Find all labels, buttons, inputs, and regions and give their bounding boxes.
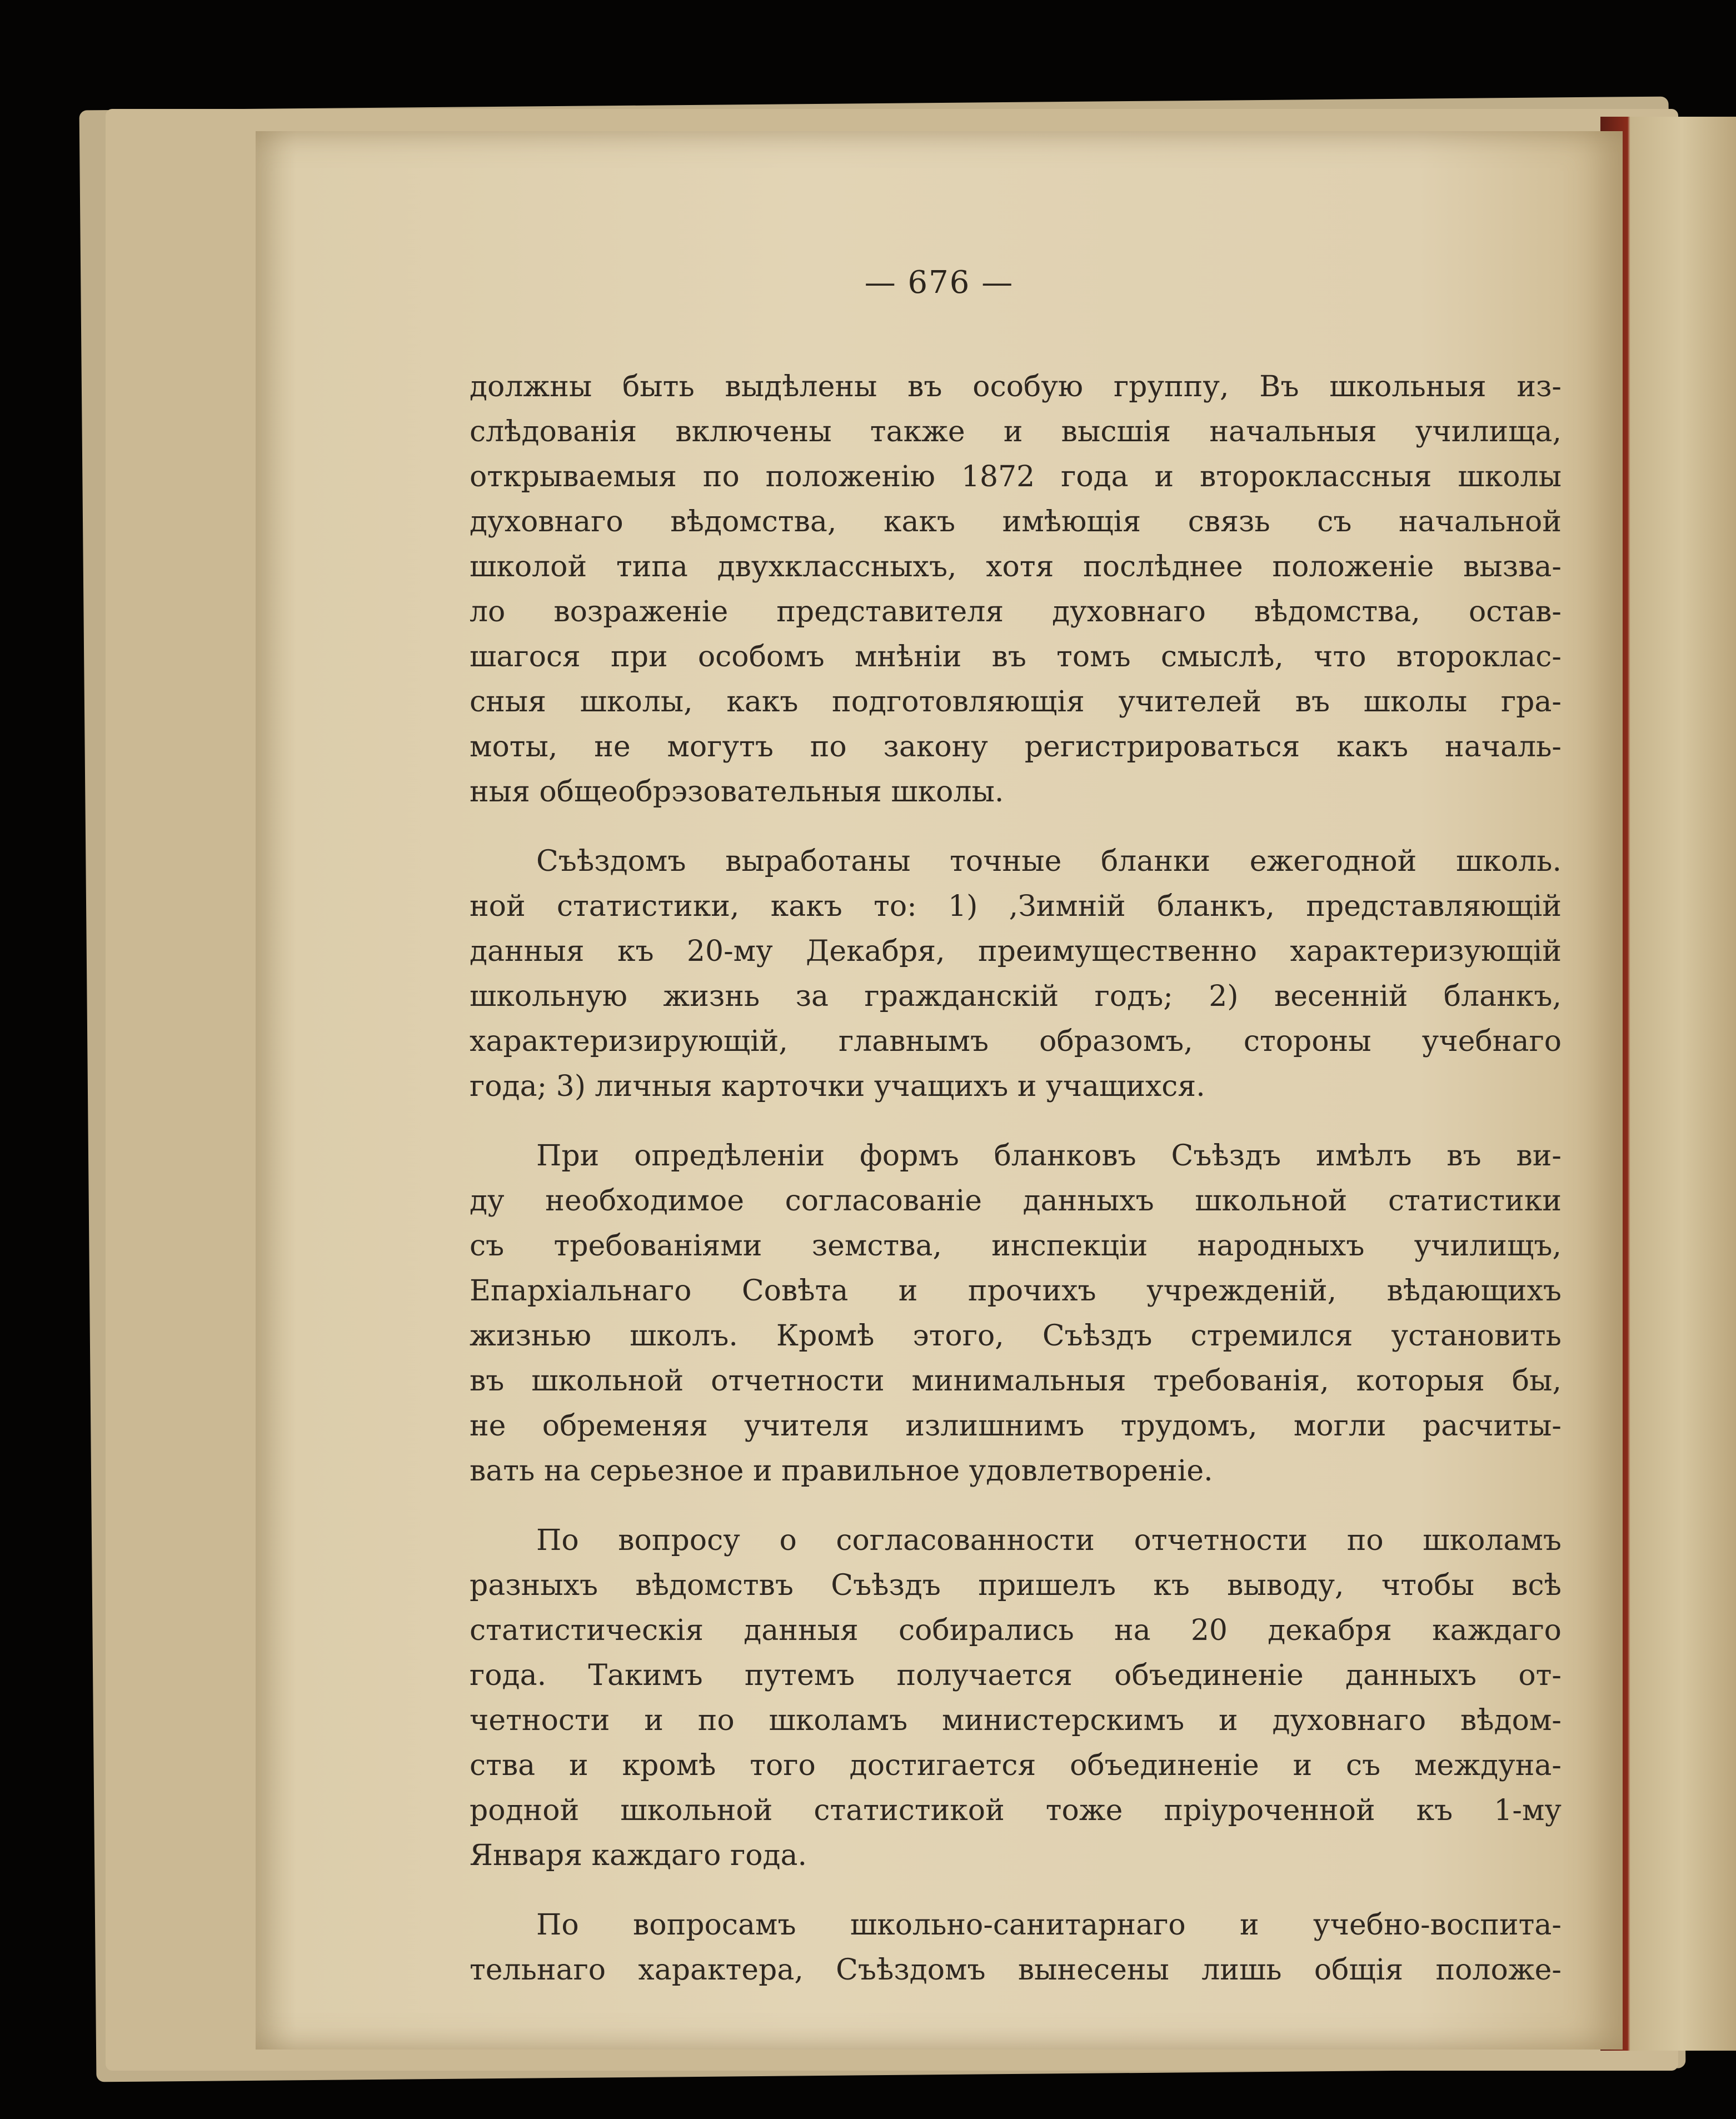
book-page	[256, 131, 1623, 2050]
text-line: не обременяя учителя излишнимъ трудомъ, могли расчиты-	[470, 1409, 1562, 1443]
text-line: тельнаго характера, Съѣздомъ вынесены лишь общія положе-	[470, 1953, 1562, 1987]
text-line: Января каждаго года.	[470, 1839, 807, 1872]
text-line: родной школьной статистикой тоже пріуроченной къ 1-му	[470, 1794, 1562, 1827]
text-line: должны быть выдѣлены въ особую группу, Въ школьныя из-	[470, 370, 1562, 403]
text-line: года. Такимъ путемъ получается объединеніе данныхъ от-	[470, 1659, 1562, 1692]
paragraph-3	[470, 1134, 1562, 1494]
page-text	[470, 365, 1562, 2017]
text-line: въ школьной отчетности минимальныя требованія, которыя бы,	[470, 1364, 1562, 1398]
text-line: разныхъ вѣдомствъ Съѣздъ пришелъ къ выводу, чтобы всѣ	[470, 1569, 1562, 1602]
page-number: — 676 —	[864, 265, 1014, 301]
text-line: жизнью школъ. Кромѣ этого, Съѣздъ стремился установить	[470, 1319, 1562, 1353]
text-line: ной статистики, какъ то: 1) ,Зимній бланкъ, представляющій	[470, 890, 1562, 923]
paragraph-2	[470, 839, 1562, 1109]
text-line: При опредѣленіи формъ бланковъ Съѣздъ имѣлъ въ ви-	[536, 1139, 1562, 1173]
text-line: ду необходимое согласованіе данныхъ школьной статистики	[470, 1184, 1562, 1218]
text-line: школой типа двухклассныхъ, хотя послѣднее положеніе вызва-	[470, 550, 1562, 584]
text-line: съ требованіями земства, инспекціи народныхъ училищъ,	[470, 1229, 1562, 1263]
text-line: слѣдованія включены также и высшія начальныя училища,	[470, 415, 1562, 448]
text-line: характеризирующій, главнымъ образомъ, стороны учебнаго	[470, 1025, 1562, 1058]
text-line: По вопросамъ школьно-санитарнаго и учебно-воспита-	[536, 1908, 1562, 1942]
text-line: открываемыя по положенію 1872 года и второклассныя школы	[470, 460, 1562, 493]
text-line: статистическія данныя собирались на 20 декабря каждаго	[470, 1614, 1562, 1647]
text-line: ло возраженіе представителя духовнаго вѣдомства, остав-	[470, 595, 1562, 629]
text-line: года; 3) личныя карточки учащихъ и учащихся.	[470, 1070, 1205, 1103]
text-line: По вопросу о согласованности отчетности по школамъ	[536, 1524, 1562, 1557]
text-line: Съѣздомъ выработаны точные бланки ежегодной школь.	[536, 845, 1562, 878]
text-line: четности и по школамъ министерскимъ и духовнаго вѣдом-	[470, 1704, 1562, 1737]
text-line: шагося при особомъ мнѣніи въ томъ смыслѣ, что второклас-	[470, 640, 1562, 674]
text-line: моты, не могутъ по закону регистрироваться какъ началь-	[470, 730, 1562, 764]
text-line: ства и кромѣ того достигается объединеніе и съ междуна-	[470, 1749, 1562, 1782]
text-line: данныя къ 20-му Декабря, преимущественно характеризующій	[470, 935, 1562, 968]
paragraph-4	[470, 1518, 1562, 1878]
text-line: школьную жизнь за гражданскій годъ; 2) весенній бланкъ,	[470, 980, 1562, 1013]
text-line: вать на серьезное и правильное удовлетвореніе.	[470, 1454, 1213, 1488]
paragraph-1	[470, 365, 1562, 815]
paragraph-5	[470, 1903, 1562, 1993]
text-line: духовнаго вѣдомства, какъ имѣющія связь съ начальной	[470, 505, 1562, 539]
text-line: Епархіальнаго Совѣта и прочихъ учрежденій, вѣдающихъ	[470, 1274, 1562, 1308]
text-line: сныя школы, какъ подготовляющія учителей въ школы гра-	[470, 685, 1562, 719]
text-line: ныя общеобрэзовательныя школы.	[470, 775, 1004, 809]
